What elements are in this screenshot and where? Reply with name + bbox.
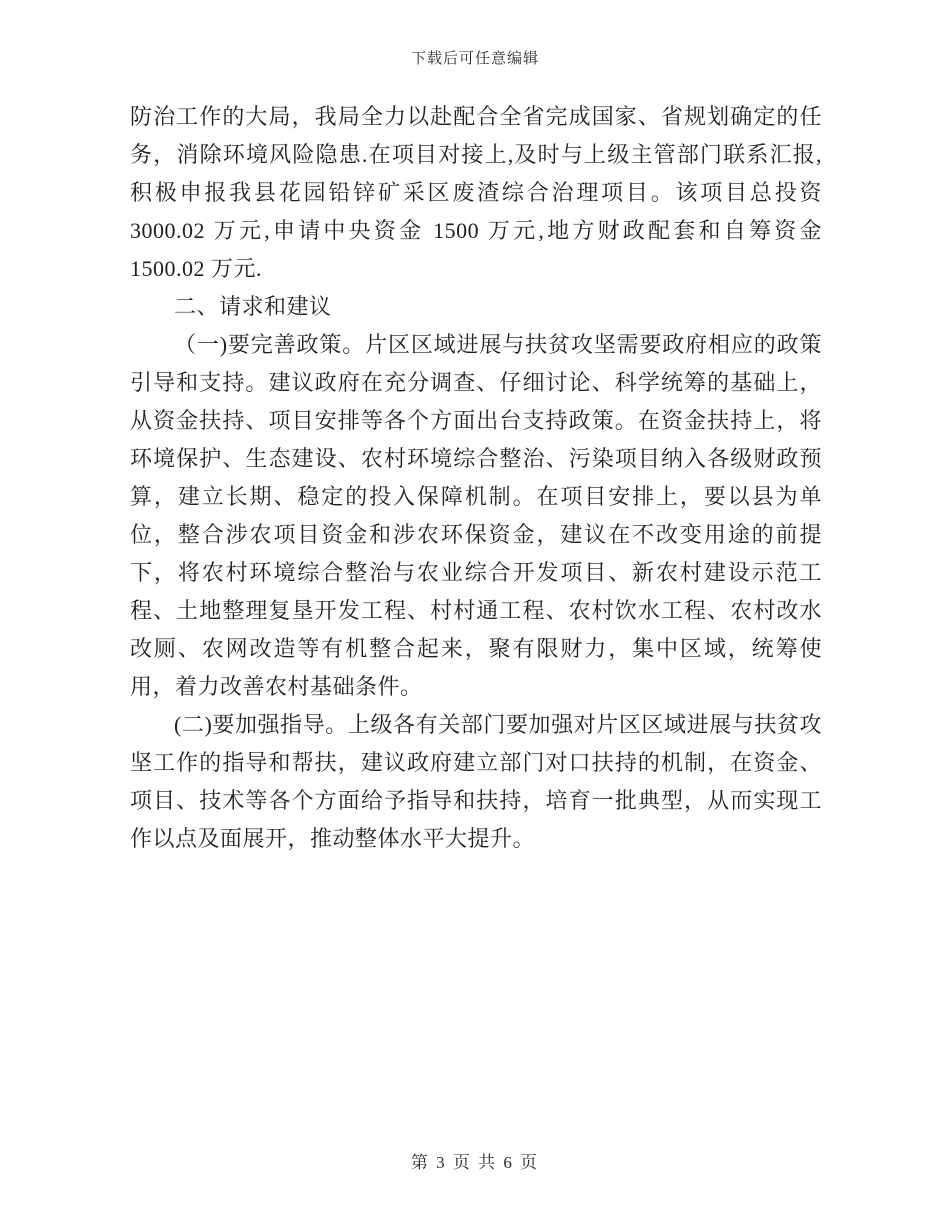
document-body	[130, 98, 822, 858]
paragraph-continuation: 防治工作的大局，我局全力以赴配合全省完成国家、省规划确定的任务，消除环境风险隐患.在项目对接上,及时与上级主管部门联系汇报,积极申报我县花园铅锌矿采区废渣综合治理项目。该项目总投资 3000.02 万元,申请中央资金 1500 万元,地方财政配套和自筹资金 1500.02 万元.	[130, 104, 822, 281]
section-heading-requests: 二、请求和建议	[174, 294, 332, 319]
header-watermark-note: 下载后可任意编辑	[410, 51, 539, 67]
page-number-footer: 第 3 页 共 6 页	[410, 1153, 540, 1172]
paragraph-improve-policy: （一)要完善政策。片区区域进展与扶贫攻坚需要政府相应的政策引导和支持。建议政府在充分调查、仔细讨论、科学统筹的基础上，从资金扶持、项目安排等各个方面出台支持政策。在资金扶持上，将环境保护、生态建设、农村环境综合整治、污染项目纳入各级财政预算，建立长期、稳定的投入保障机制。在项目安排上，要以县为单位，整合涉农项目资金和涉农环保资金，建议在不改变用途的前提下，将农村环境综合整治与农业综合开发项目、新农村建设示范工程、土地整理复垦开发工程、村村通工程、农村饮水工程、农村改水改厕、农网改造等有机整合起来，聚有限财力，集中区域，统筹使用，着力改善农村基础条件。	[130, 332, 822, 699]
paragraph-strengthen-guidance: (二)要加强指导。上级各有关部门要加强对片区区域进展与扶贫攻坚工作的指导和帮扶，建议政府建立部门对口扶持的机制，在资金、项目、技术等各个方面给予指导和扶持，培育一批典型，从而实现工作以点及面展开，推动整体水平大提升。	[130, 712, 822, 851]
